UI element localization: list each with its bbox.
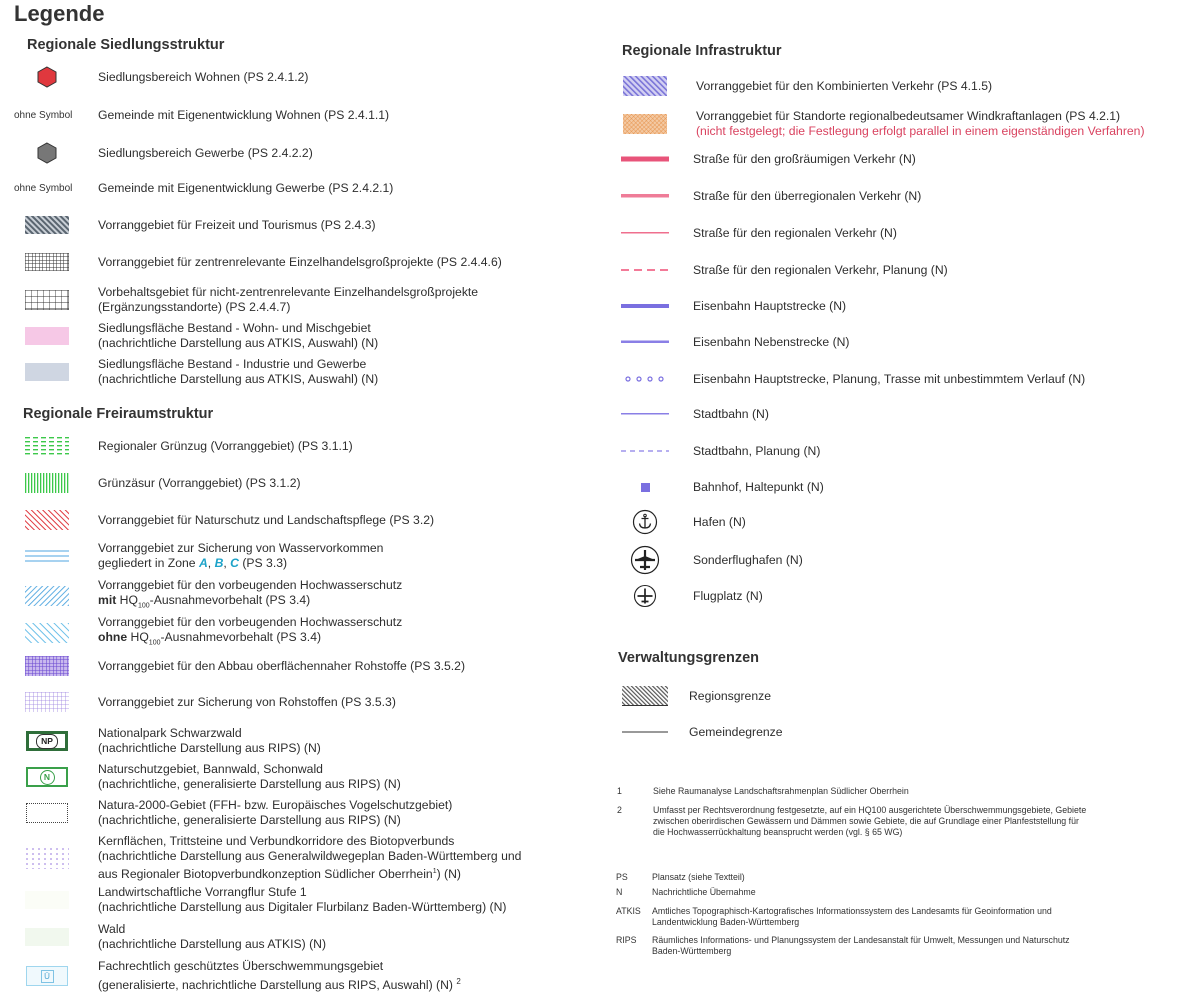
legend-row-gruenzaesur (17, 472, 301, 494)
legend-row-eisenbahn-planung (615, 368, 1085, 390)
nationalpark-icon (17, 730, 77, 752)
thick-road-line-icon (615, 148, 675, 170)
legend-row-vorrangflur (17, 885, 506, 915)
airfield-icon (615, 583, 675, 609)
legend-label: Natura-2000-Gebiet (FFH- bzw. Europäisches Vogelschutzgebiet) (98, 798, 453, 812)
legend-row-strasse-grossraeumig (615, 148, 916, 170)
abbr-key: PS (616, 872, 628, 882)
hq-sub: 100 (137, 602, 150, 610)
thin-road-line-icon (615, 222, 675, 244)
abbr-atkis (616, 906, 1196, 930)
zone-b-label: B (214, 556, 224, 570)
dashed-tram-line-icon (615, 440, 675, 462)
light-green-area-swatch-icon (17, 889, 77, 911)
medium-rail-line-icon (615, 331, 675, 353)
legend-label: Fachrechtlich geschütztes Überschwemmungsgebiet (98, 959, 384, 973)
grey-blue-area-swatch-icon (17, 361, 77, 383)
green-dash-swatch-icon (17, 435, 77, 457)
forest-area-swatch-icon (17, 926, 77, 948)
legend-label: Vorranggebiet für Standorte regionalbedeutsamer Windkraftanlagen (PS 4.2.1) (696, 109, 1121, 123)
legend-label: Vorranggebiet für zentrenrelevante Einzelhandelsgroßprojekte (PS 2.4.4.6) (98, 254, 502, 269)
legend-label-line2: (nachrichtliche Darstellung aus Generalwildwegeplan Baden-Württemberg und (98, 849, 522, 863)
legend-row-gewerbe (17, 142, 313, 164)
legend-label: Vorranggebiet für den Kombinierten Verkehr (PS 4.1.5) (696, 78, 993, 93)
abbr-text: Plansatz (siehe Textteil) (652, 872, 745, 882)
legend-label: Straße für den regionalen Verkehr, Planung (N) (693, 262, 948, 277)
legend-label: Vorranggebiet für den Abbau oberflächennaher Rohstoffe (PS 3.5.2) (98, 658, 466, 673)
footnote-text: Umfasst per Rechtsverordnung festgesetzte, auf ein HQ100 ausgerichtete Überschwemmungsgebiete, Gebiete (653, 805, 1087, 815)
flood-area-icon (17, 965, 77, 987)
legend-label: Vorbehaltsgebiet für nicht-zentrenrelevante Einzelhandelsgroßprojekte (98, 285, 479, 299)
legend-row-gruenzug (17, 435, 353, 457)
legend-row-eisenbahn-neben (615, 331, 850, 353)
zone-c-label: C (230, 556, 239, 570)
anchor-icon (615, 509, 675, 535)
footnote-text: Siehe Raumanalyse Landschaftsrahmenplan Südlicher Oberrhein (653, 786, 909, 796)
legend-row-strasse-regional (615, 222, 897, 244)
abbr-text: Nachrichtliche Übernahme (652, 887, 756, 897)
legend-label: Stadtbahn, Planung (N) (693, 443, 821, 458)
footnote-ref: 2 (456, 977, 461, 986)
legend-label: Siedlungsbereich Wohnen (PS 2.4.1.2) (98, 69, 309, 84)
abbr-text-line2: Baden-Württemberg (652, 946, 732, 956)
legend-row-gemeindegrenze (610, 721, 783, 743)
legend-label: Kernflächen, Trittsteine und Verbundkorridore des Biotopverbunds (98, 834, 455, 848)
section-heading-siedlung: Regionale Siedlungsstruktur (27, 37, 225, 53)
legend-label: Hafen (N) (693, 514, 746, 529)
grey-hexagon-icon (17, 142, 77, 164)
legend-label: Straße für den überregionalen Verkehr (N) (693, 188, 922, 203)
dense-grid-swatch-icon (17, 251, 77, 273)
abbr-text: Amtliches Topographisch-Kartografisches Informationssystem des Landesamts für Geoinformation und (652, 906, 1052, 916)
legend-label-line2: (generalisierte, nachrichtliche Darstellung aus RIPS, Auswahl) (N) (98, 978, 453, 993)
legend-row-hafen (615, 509, 746, 535)
dotted-rail-line-icon (615, 368, 675, 390)
legend-row-wohnen (17, 66, 308, 88)
legend-label: Eisenbahn Hauptstrecke, Planung, Trasse mit unbestimmtem Verlauf (N) (693, 371, 1086, 386)
dashed-road-line-icon (615, 259, 675, 281)
abbr-rips (616, 935, 1196, 959)
natura2000-icon (17, 802, 77, 824)
airport-large-icon (615, 545, 675, 575)
legend-label-line2: -Ausnahmevorbehalt (PS 3.4) (149, 593, 311, 607)
footnote-key: 2 (617, 805, 622, 815)
zone-a-label: A (198, 556, 208, 570)
legend-label: Stadtbahn (N) (693, 406, 769, 421)
no-symbol-text: ohne Symbol (14, 109, 73, 121)
medium-road-line-icon (615, 185, 675, 207)
legend-label: Vorranggebiet zur Sicherung von Rohstoffen (PS 3.5.3) (98, 694, 396, 709)
n-symbol-text: N (40, 770, 55, 785)
station-square-icon (615, 476, 675, 498)
legend-row-nationalpark (17, 726, 321, 756)
legend-label-line2: (nachrichtliche Darstellung aus ATKIS, Auswahl) (N) (98, 336, 379, 350)
legend-row-ueberschwemmung (17, 959, 461, 993)
legend-row-wasservorkommen: Vorranggebiet zur Sicherung von Wasservorkommen gegliedert in Zone A, B, C (PS 3.3) (17, 541, 383, 571)
legend-label: Wald (98, 922, 126, 936)
purple-hatch-swatch-icon (615, 75, 675, 97)
legend-row-naturschutzgebiet (17, 762, 401, 792)
tram-line-icon (615, 403, 675, 425)
grey-hatch-swatch-icon (17, 214, 77, 236)
legend-label: Naturschutzgebiet, Bannwald, Schonwald (98, 762, 323, 776)
legend-label: Siedlungsfläche Bestand - Industrie und Gewerbe (98, 357, 367, 371)
legend-label-line2: (nachrichtliche Darstellung aus RIPS) (N) (98, 741, 321, 755)
thick-rail-line-icon (615, 295, 675, 317)
hq-sub: 100 (148, 639, 161, 647)
legend-row-nicht-zentrenrelevant (17, 285, 478, 315)
footnote-2 (617, 805, 1187, 841)
legend-row-strasse-planung (615, 259, 948, 281)
legend-label-line2: (Ergänzungsstandorte) (PS 2.4.4.7) (98, 300, 291, 314)
legend-label: Bahnhof, Haltepunkt (N) (693, 479, 824, 494)
legend-label: Vorranggebiet für den vorbeugenden Hochwasserschutz (98, 615, 403, 629)
legend-label: Eisenbahn Hauptstrecke (N) (693, 298, 847, 313)
purple-open-grid-swatch-icon (17, 691, 77, 713)
blue-hatch-swatch-icon (17, 585, 77, 607)
hq-label: HQ (119, 593, 138, 607)
orange-crosshatch-swatch-icon (615, 113, 675, 135)
legend-row-eisenbahn-haupt (615, 295, 846, 317)
legend-label: Siedlungsbereich Gewerbe (PS 2.4.2.2) (98, 145, 313, 160)
footnote-text-line2: zwischen oberirdischen Gewässern und Dämmen sowie Gebiete, die auf Grundlage einer Planfeststellung für (653, 816, 1079, 826)
legend-label: Gemeinde mit Eigenentwicklung Wohnen (PS 2.4.1.1) (98, 107, 390, 122)
purple-dots-swatch-icon (17, 847, 77, 869)
legend-label-line2: (nachrichtliche Darstellung aus ATKIS) (N) (98, 937, 327, 951)
legend-row-rohstoffsicherung (17, 691, 396, 713)
legend-label-line2: (nachrichtliche Darstellung aus ATKIS, Auswahl) (N) (98, 372, 379, 386)
legend-row-natura2000 (17, 798, 452, 828)
legend-row-naturschutz (17, 509, 434, 531)
legend-row-bahnhof (615, 476, 824, 498)
red-hexagon-icon (17, 66, 77, 88)
legend-label: Straße für den großräumigen Verkehr (N) (693, 151, 916, 166)
legend-row-wohnflaeche (17, 321, 378, 351)
zone-suffix: (PS 3.3) (242, 556, 288, 570)
np-symbol-text: NP (36, 734, 58, 749)
legend-label: Landwirtschaftliche Vorrangflur Stufe 1 (98, 885, 307, 899)
legend-label-line2: (nachrichtliche Darstellung aus Digitaler Flurbilanz Baden-Württemberg) (N) (98, 900, 507, 914)
legend-label: Straße für den regionalen Verkehr (N) (693, 225, 897, 240)
abbr-key: ATKIS (616, 906, 641, 916)
mit-label: mit (98, 593, 117, 607)
legend-label: Vorranggebiet zur Sicherung von Wasservorkommen (98, 541, 384, 555)
red-hatch-swatch-icon (17, 509, 77, 531)
legend-label: Flugplatz (N) (693, 588, 763, 603)
naturschutzgebiet-icon (17, 766, 77, 788)
light-blue-hatch-swatch-icon (17, 622, 77, 644)
legend-label: Sonderflughafen (N) (693, 552, 803, 567)
no-symbol-text: ohne Symbol (14, 182, 73, 194)
region-boundary-icon (610, 685, 680, 707)
legend-row-biotopverbund (17, 834, 521, 882)
footnote-ref: 1 (432, 868, 437, 875)
open-grid-swatch-icon (17, 289, 77, 311)
legend-row-industrieflaeche (17, 357, 378, 387)
legend-label-line3-end: ) (N) (436, 867, 461, 882)
abbr-text: Räumliches Informations- und Planungssystem der Landesanstalt für Umwelt, Messungen und Naturschutz (652, 935, 1070, 945)
legend-row-strasse-ueberregional (615, 185, 921, 207)
legend-label: Regionsgrenze (689, 688, 771, 703)
pink-area-swatch-icon (17, 325, 77, 347)
municipal-boundary-icon (610, 721, 680, 743)
section-heading-infrastruktur: Regionale Infrastruktur (622, 43, 782, 59)
hq-label: HQ (130, 630, 149, 644)
legend-label-line2: gegliedert in Zone (98, 556, 196, 570)
legend-row-zentrenrelevant (17, 251, 502, 273)
legend-label: Nationalpark Schwarzwald (98, 726, 242, 740)
legend-row-abbau (17, 655, 465, 677)
purple-grid-swatch-icon (17, 655, 77, 677)
section-heading-verwaltungsgrenzen: Verwaltungsgrenzen (618, 650, 760, 666)
legend-label-line3: aus Regionaler Biotopverbundkonzeption Südlicher Oberrhein (98, 867, 433, 882)
legend-row-flugplatz (615, 583, 763, 609)
legend-row-hochwasser-mit (17, 578, 402, 613)
water-lines-swatch-icon (17, 545, 77, 567)
legend-title: Legende (14, 1, 105, 26)
legend-row-eigen-wohnen (14, 104, 389, 126)
ohne-label: ohne (98, 630, 128, 644)
legend-row-kombiverkehr (615, 75, 992, 97)
legend-row-windkraft (615, 109, 1145, 139)
abbr-key: RIPS (616, 935, 637, 945)
abbr-key: N (616, 887, 623, 897)
legend-label-line2: -Ausnahmevorbehalt (PS 3.4) (160, 630, 322, 644)
footnote-key: 1 (617, 786, 622, 796)
legend-label: Gemeindegrenze (689, 724, 783, 739)
green-vertical-swatch-icon (17, 472, 77, 494)
legend-label-line2: (nachrichtliche, generalisierte Darstellung aus RIPS) (N) (98, 813, 401, 827)
legend-row-stadtbahn-planung (615, 440, 820, 462)
legend-label: Vorranggebiet für Freizeit und Tourismus (PS 2.4.3) (98, 217, 376, 232)
legend-row-sonderflughafen (615, 545, 803, 575)
legend-row-regionsgrenze (610, 685, 771, 707)
legend-row-stadtbahn (615, 403, 769, 425)
u-symbol-text: Ü (41, 970, 54, 983)
legend-row-eigen-gewerbe (14, 177, 393, 199)
legend-label: Regionaler Grünzug (Vorranggebiet) (PS 3.1.1) (98, 438, 353, 453)
legend-note-red: (nicht festgelegt; die Festlegung erfolgt parallel in einem eigenständigen Verfahren) (696, 124, 1145, 138)
legend-label: Siedlungsfläche Bestand - Wohn- und Mischgebiet (98, 321, 371, 335)
legend-row-wald (17, 922, 326, 952)
abbr-text-line2: Landentwicklung Baden-Württemberg (652, 917, 800, 927)
legend-label: Grünzäsur (Vorranggebiet) (PS 3.1.2) (98, 475, 301, 490)
legend-row-freizeit (17, 214, 376, 236)
section-heading-freiraum: Regionale Freiraumstruktur (23, 406, 214, 422)
legend-label: Vorranggebiet für den vorbeugenden Hochwasserschutz (98, 578, 403, 592)
legend-label: Eisenbahn Nebenstrecke (N) (693, 334, 850, 349)
legend-label: Vorranggebiet für Naturschutz und Landschaftspflege (PS 3.2) (98, 512, 435, 527)
legend-row-hochwasser-ohne (17, 615, 402, 650)
legend-label: Gemeinde mit Eigenentwicklung Gewerbe (PS 2.4.2.1) (98, 180, 394, 195)
legend-label-line2: (nachrichtliche, generalisierte Darstellung aus RIPS) (N) (98, 777, 401, 791)
footnote-text-line3: die Hochwasserrückhaltung beansprucht werden (vgl. § 65 WG) (653, 827, 903, 837)
